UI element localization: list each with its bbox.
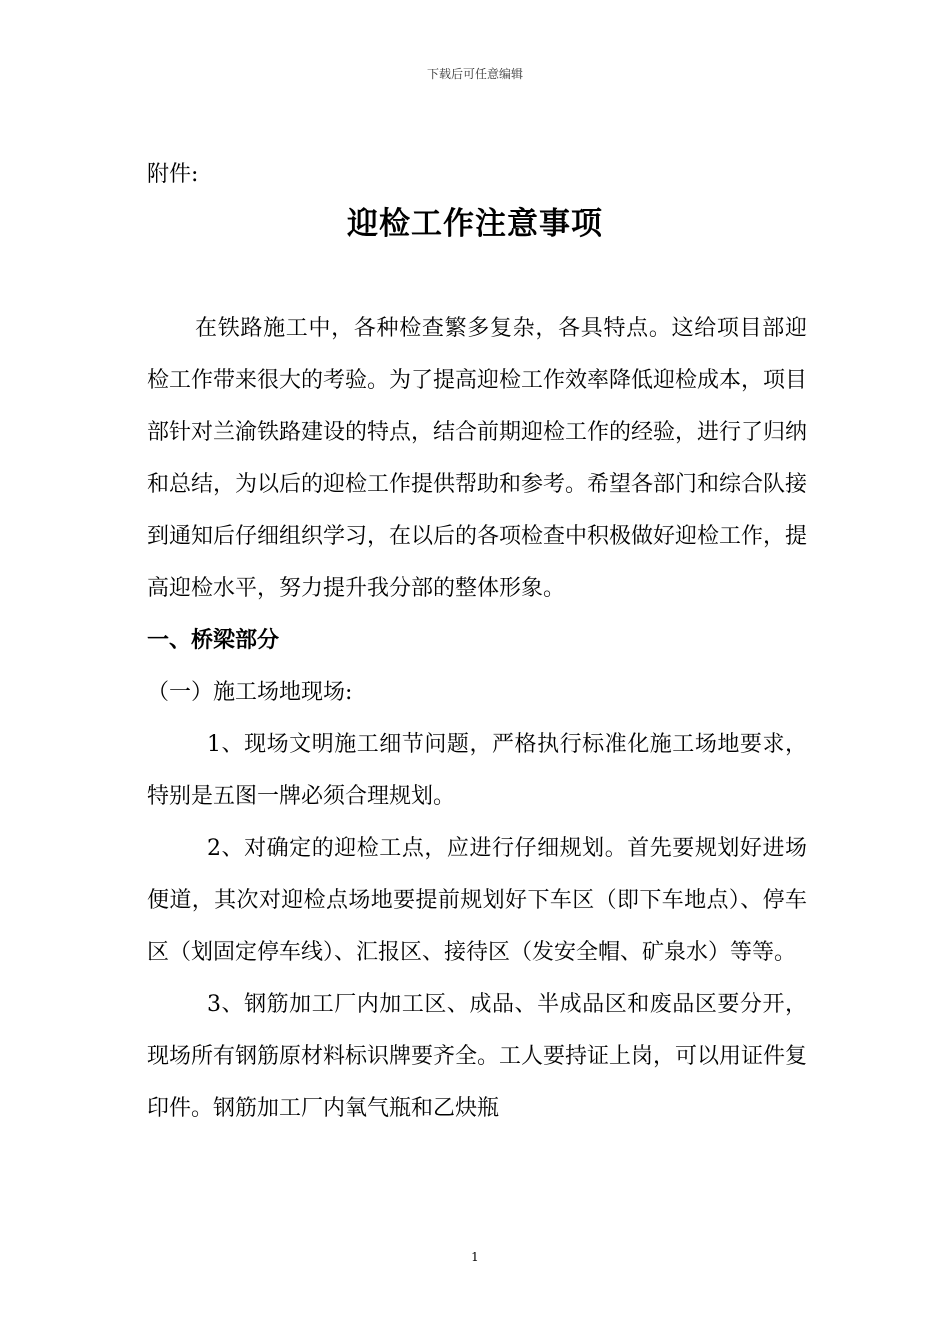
list-item: 3、钢筋加工厂内加工区、成品、半成品区和废品区要分开，现场所有钢筋原材料标识牌要齐全。工人要持证上岗，可以用证件复印件。钢筋加工厂内氧气瓶和乙炔瓶: [147, 992, 808, 1121]
page-number: 1: [471, 1250, 479, 1264]
subsection-heading: （一）施工场地现场:: [147, 680, 353, 705]
attachment-label: 附件:: [147, 162, 199, 187]
page-header: 下载后可任意编辑: [426, 67, 523, 81]
section-heading: 一、桥梁部分: [147, 628, 280, 653]
document-body: [147, 303, 807, 1135]
list-item: 1、现场文明施工细节问题，严格执行标准化施工场地要求，特别是五图一牌必须合理规划。: [147, 732, 807, 809]
list-item: 2、对确定的迎检工点，应进行仔细规划。首先要规划好进场便道，其次对迎检点场地要提前规划好下车区（即下车地点）、停车区（划固定停车线）、汇报区、接待区（发安全帽、矿泉水）等等。: [147, 836, 807, 965]
intro-paragraph: 在铁路施工中，各种检查繁多复杂，各具特点。这给项目部迎检工作带来很大的考验。为了提高迎检工作效率降低迎检成本，项目部针对兰渝铁路建设的特点，结合前期迎检工作的经验，进行了归纳和总结，为以后的迎检工作提供帮助和参考。希望各部门和综合队接到通知后仔细组织学习，在以后的各项检查中积极做好迎检工作，提高迎检水平，努力提升我分部的整体形象。: [147, 316, 808, 601]
document-title: 迎检工作注意事项: [347, 206, 603, 242]
